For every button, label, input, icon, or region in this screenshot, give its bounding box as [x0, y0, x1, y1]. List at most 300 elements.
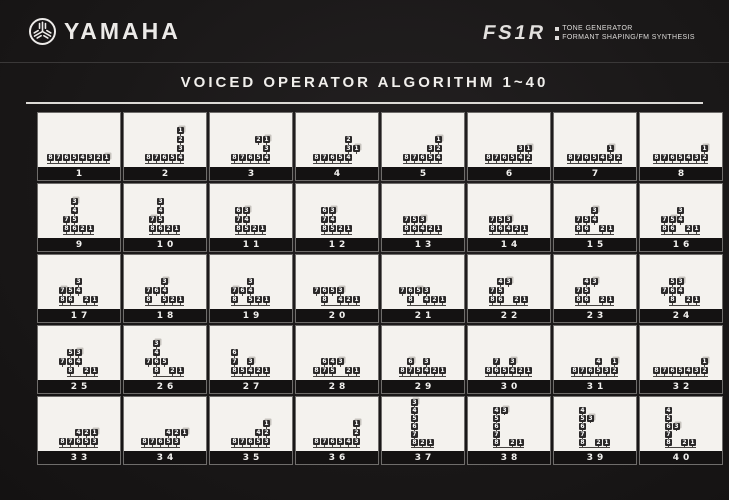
- operator-row: [141, 429, 189, 436]
- algorithm-diagram: [567, 145, 623, 164]
- carrier-bus-line: [571, 376, 618, 377]
- operator-box-5: 5: [502, 367, 507, 374]
- operator-box-4: 4: [666, 407, 671, 414]
- carrier-bus-line: [653, 376, 708, 377]
- algorithm-cell: [381, 396, 465, 465]
- spacer: [693, 358, 700, 365]
- spacer: [693, 145, 700, 152]
- operator-row: [231, 429, 271, 436]
- algorithm-diagram-area: [124, 397, 206, 451]
- spacer: [329, 429, 336, 436]
- operator-box-4: 4: [162, 287, 167, 294]
- algorithm-diagram-area: [382, 326, 464, 380]
- carrier-bus-line: [403, 234, 442, 235]
- model-tag-text: TONE GENERATOR: [562, 25, 633, 32]
- operator-box-1: 1: [702, 358, 707, 365]
- operator-row: [665, 423, 697, 430]
- operator-row: [399, 296, 447, 303]
- spacer: [83, 287, 90, 294]
- operator-box-8: 8: [572, 367, 577, 374]
- operator-box-8: 8: [232, 367, 237, 374]
- operator-row: [313, 358, 361, 365]
- operator-box-4: 4: [256, 429, 261, 436]
- spacer: [177, 287, 184, 294]
- spacer: [149, 207, 156, 214]
- operator-box-1: 1: [608, 225, 613, 232]
- operator-row: [567, 145, 623, 152]
- algorithm-diagram-area: [468, 255, 550, 309]
- spacer: [501, 431, 508, 438]
- operator-row: [489, 278, 529, 285]
- spacer: [411, 136, 418, 143]
- spacer: [669, 358, 676, 365]
- algorithm-grid: [37, 112, 723, 465]
- spacer: [525, 358, 532, 365]
- operator-box-2: 2: [338, 225, 343, 232]
- spacer: [607, 287, 614, 294]
- operator-box-3: 3: [424, 287, 429, 294]
- spacer: [419, 136, 426, 143]
- spacer: [255, 349, 262, 356]
- algorithm-diagram-area: [382, 184, 464, 238]
- operator-box-8: 8: [48, 154, 53, 161]
- operator-box-3: 3: [502, 407, 507, 414]
- operator-box-8: 8: [314, 367, 319, 374]
- operator-box-4: 4: [596, 358, 601, 365]
- spacer: [145, 145, 152, 152]
- operator-row: [313, 429, 361, 436]
- spacer: [169, 278, 176, 285]
- operator-box-1: 1: [436, 136, 441, 143]
- operator-box-6: 6: [580, 423, 585, 430]
- spacer: [149, 198, 156, 205]
- spacer: [587, 358, 594, 365]
- spacer: [591, 145, 598, 152]
- algorithm-diagram: [665, 407, 697, 448]
- operator-box-1: 1: [518, 439, 523, 446]
- operator-box-3: 3: [592, 278, 597, 285]
- spacer: [345, 287, 352, 294]
- operator-box-5: 5: [158, 216, 163, 223]
- spacer: [669, 145, 676, 152]
- operator-box-2: 2: [256, 296, 261, 303]
- carrier-bus-line: [489, 234, 528, 235]
- operator-box-7: 7: [154, 154, 159, 161]
- algorithm-diagram: [653, 358, 709, 377]
- operator-box-1: 1: [264, 296, 269, 303]
- spacer: [685, 287, 692, 294]
- spacer: [509, 145, 516, 152]
- operator-row: [653, 358, 709, 365]
- algorithm-diagram: [313, 358, 361, 377]
- operator-box-8: 8: [404, 225, 409, 232]
- spacer: [231, 136, 238, 143]
- operator-row: [145, 154, 185, 161]
- operator-box-8: 8: [408, 296, 413, 303]
- operator-box-1: 1: [178, 367, 183, 374]
- operator-box-6: 6: [68, 358, 73, 365]
- algorithm-number: 22: [468, 309, 550, 322]
- operator-box-1: 1: [428, 439, 433, 446]
- operator-box-4: 4: [678, 287, 683, 294]
- operator-box-7: 7: [666, 431, 671, 438]
- algorithm-cell: [553, 254, 637, 323]
- carrier-bus-line: [493, 447, 524, 448]
- spacer: [145, 349, 152, 356]
- spacer: [313, 420, 320, 427]
- algorithm-number: 36: [296, 451, 378, 464]
- spacer: [509, 415, 516, 422]
- operator-box-4: 4: [424, 296, 429, 303]
- spacer: [255, 420, 262, 427]
- algorithm-number: 20: [296, 309, 378, 322]
- spacer: [345, 420, 352, 427]
- algorithm-number: 4: [296, 167, 378, 180]
- algorithm-diagram-area: [468, 326, 550, 380]
- page-title: VOICED OPERATOR ALGORITHM 1~40: [180, 74, 549, 91]
- operator-box-7: 7: [490, 287, 495, 294]
- spacer: [231, 420, 238, 427]
- spacer: [493, 145, 500, 152]
- model-logo-block: [483, 22, 695, 45]
- spacer: [79, 207, 86, 214]
- operator-box-3: 3: [244, 207, 249, 214]
- operator-box-4: 4: [346, 154, 351, 161]
- operator-box-5: 5: [166, 438, 171, 445]
- operator-box-3: 3: [178, 145, 183, 152]
- operator-box-7: 7: [232, 358, 237, 365]
- spacer: [161, 349, 168, 356]
- spacer: [427, 136, 434, 143]
- operator-row: [149, 198, 181, 205]
- operator-box-4: 4: [244, 216, 249, 223]
- model-tags: [555, 25, 695, 41]
- operator-box-8: 8: [666, 439, 671, 446]
- operator-row: [313, 145, 361, 152]
- algorithm-cell: [295, 183, 379, 252]
- spacer: [177, 340, 184, 347]
- operator-box-1: 1: [182, 429, 187, 436]
- spacer: [91, 358, 98, 365]
- carrier-bus-line: [575, 305, 614, 306]
- operator-box-4: 4: [76, 358, 81, 365]
- spacer: [181, 438, 188, 445]
- spacer: [87, 216, 94, 223]
- spacer: [247, 420, 254, 427]
- operator-box-8: 8: [662, 225, 667, 232]
- operator-box-2: 2: [256, 367, 261, 374]
- operator-box-7: 7: [60, 287, 65, 294]
- spacer: [689, 423, 696, 430]
- spacer: [329, 296, 336, 303]
- spacer: [173, 198, 180, 205]
- spacer: [489, 278, 496, 285]
- spacer: [681, 407, 688, 414]
- carrier-bus-line: [567, 163, 622, 164]
- operator-row: [63, 225, 95, 232]
- operator-box-7: 7: [412, 431, 417, 438]
- spacer: [685, 207, 692, 214]
- algorithm-diagram-area: [468, 397, 550, 451]
- operator-box-5: 5: [592, 154, 597, 161]
- carrier-bus-line: [407, 305, 446, 306]
- spacer: [681, 423, 688, 430]
- operator-box-8: 8: [154, 367, 159, 374]
- operator-box-4: 4: [248, 367, 253, 374]
- spacer: [337, 207, 344, 214]
- operator-box-4: 4: [154, 349, 159, 356]
- spacer: [153, 136, 160, 143]
- operator-box-8: 8: [490, 296, 495, 303]
- spacer: [337, 420, 344, 427]
- operator-row: [411, 407, 435, 414]
- operator-box-8: 8: [412, 439, 417, 446]
- algorithm-diagram: [399, 287, 447, 306]
- operator-box-5: 5: [162, 296, 167, 303]
- spacer: [345, 429, 352, 436]
- spacer: [259, 207, 266, 214]
- spacer: [239, 145, 246, 152]
- spacer: [141, 429, 148, 436]
- operator-row: [665, 431, 697, 438]
- spacer: [239, 136, 246, 143]
- operator-box-8: 8: [568, 154, 573, 161]
- algorithm-number: 27: [210, 380, 292, 393]
- operator-box-5: 5: [68, 349, 73, 356]
- operator-box-4: 4: [498, 278, 503, 285]
- operator-row: [575, 207, 615, 214]
- algorithm-cell: [639, 112, 723, 181]
- operator-row: [579, 439, 611, 446]
- algorithm-diagram-area: [554, 326, 636, 380]
- operator-box-5: 5: [72, 216, 77, 223]
- carrier-bus-line: [231, 163, 270, 164]
- spacer: [337, 429, 344, 436]
- operator-box-3: 3: [76, 349, 81, 356]
- algorithm-diagram-area: [554, 184, 636, 238]
- algorithm-cell: [381, 325, 465, 394]
- operator-box-3: 3: [338, 358, 343, 365]
- operator-box-1: 1: [604, 439, 609, 446]
- operator-row: [231, 367, 271, 374]
- carrier-bus-line: [59, 447, 98, 448]
- operator-box-4: 4: [506, 225, 511, 232]
- carrier-bus-line: [59, 305, 98, 306]
- spacer: [329, 145, 336, 152]
- operator-box-7: 7: [662, 367, 667, 374]
- algorithm-cell: [381, 112, 465, 181]
- spacer: [427, 415, 434, 422]
- algorithm-diagram-area: [210, 113, 292, 167]
- carrier-bus-line: [231, 305, 270, 306]
- spacer: [603, 358, 610, 365]
- operator-row: [313, 420, 361, 427]
- operator-box-2: 2: [170, 367, 175, 374]
- spacer: [513, 216, 520, 223]
- operator-box-1: 1: [92, 429, 97, 436]
- algorithm-cell: [553, 325, 637, 394]
- algorithm-diagram: [411, 399, 435, 448]
- operator-row: [411, 399, 435, 406]
- carrier-bus-line: [669, 305, 700, 306]
- spacer: [521, 216, 528, 223]
- spacer: [345, 216, 352, 223]
- operator-box-5: 5: [494, 415, 499, 422]
- spacer: [145, 136, 152, 143]
- algorithm-diagram-area: [554, 255, 636, 309]
- spacer: [681, 415, 688, 422]
- algorithm-diagram: [47, 154, 111, 164]
- spacer: [419, 431, 426, 438]
- algorithm-number: 12: [296, 238, 378, 251]
- operator-box-6: 6: [322, 287, 327, 294]
- spacer: [403, 145, 410, 152]
- operator-box-5: 5: [584, 216, 589, 223]
- spacer: [517, 358, 524, 365]
- operator-box-1: 1: [264, 420, 269, 427]
- algorithm-number: 2: [124, 167, 206, 180]
- carrier-bus-line: [141, 447, 180, 448]
- algorithm-cell: [209, 396, 293, 465]
- spacer: [685, 278, 692, 285]
- algorithm-number: 8: [640, 167, 722, 180]
- spacer: [595, 415, 602, 422]
- spacer: [345, 207, 352, 214]
- algorithm-diagram: [579, 407, 611, 448]
- algorithm-number: 37: [382, 451, 464, 464]
- algorithm-cell: [467, 396, 551, 465]
- spacer: [599, 216, 606, 223]
- spacer: [583, 145, 590, 152]
- operator-box-2: 2: [518, 367, 523, 374]
- operator-box-8: 8: [314, 154, 319, 161]
- operator-row: [411, 431, 435, 438]
- algorithm-diagram: [489, 216, 529, 235]
- spacer: [513, 278, 520, 285]
- spacer: [677, 145, 684, 152]
- algorithm-cell: [467, 112, 551, 181]
- spacer: [501, 145, 508, 152]
- algorithm-number: 32: [640, 380, 722, 393]
- algorithm-number: 5: [382, 167, 464, 180]
- spacer: [353, 154, 360, 161]
- spacer: [161, 145, 168, 152]
- operator-box-2: 2: [84, 296, 89, 303]
- operator-box-2: 2: [612, 367, 617, 374]
- spacer: [427, 431, 434, 438]
- operator-row: [231, 136, 271, 143]
- operator-row: [579, 423, 611, 430]
- algorithm-number: 31: [554, 380, 636, 393]
- operator-box-1: 1: [104, 154, 109, 161]
- operator-box-6: 6: [588, 367, 593, 374]
- operator-box-3: 3: [264, 438, 269, 445]
- algorithm-number: 13: [382, 238, 464, 251]
- operator-box-7: 7: [576, 216, 581, 223]
- spacer: [91, 349, 98, 356]
- spacer: [231, 429, 238, 436]
- operator-box-6: 6: [494, 423, 499, 430]
- operator-box-6: 6: [666, 423, 671, 430]
- operator-row: [313, 296, 361, 303]
- operator-box-2: 2: [702, 154, 707, 161]
- spacer: [587, 439, 594, 446]
- spacer: [439, 287, 446, 294]
- carrier-bus-line: [67, 376, 98, 377]
- algorithm-number: 40: [640, 451, 722, 464]
- operator-box-5: 5: [68, 287, 73, 294]
- operator-box-8: 8: [654, 154, 659, 161]
- spacer: [177, 349, 184, 356]
- algorithm-diagram: [59, 349, 99, 377]
- algorithm-number: 33: [38, 451, 120, 464]
- operator-box-6: 6: [330, 438, 335, 445]
- operator-box-5: 5: [162, 358, 167, 365]
- spacer: [239, 358, 246, 365]
- spacer: [255, 278, 262, 285]
- operator-box-7: 7: [576, 287, 581, 294]
- spacer: [439, 358, 446, 365]
- spacer: [259, 216, 266, 223]
- operator-row: [59, 358, 99, 365]
- spacer: [685, 216, 692, 223]
- operator-box-8: 8: [486, 154, 491, 161]
- operator-box-2: 2: [686, 296, 691, 303]
- spacer: [399, 296, 406, 303]
- carrier-bus-line: [153, 376, 184, 377]
- operator-box-8: 8: [404, 154, 409, 161]
- operator-box-7: 7: [240, 438, 245, 445]
- spacer: [263, 287, 270, 294]
- spacer: [587, 431, 594, 438]
- operator-box-7: 7: [322, 216, 327, 223]
- spacer: [567, 145, 574, 152]
- operator-row: [313, 438, 361, 445]
- operator-row: [403, 145, 443, 152]
- spacer: [153, 145, 160, 152]
- operator-box-1: 1: [522, 296, 527, 303]
- operator-box-6: 6: [68, 296, 73, 303]
- spacer: [603, 415, 610, 422]
- operator-box-5: 5: [330, 367, 335, 374]
- operator-box-3: 3: [76, 278, 81, 285]
- operator-box-6: 6: [584, 154, 589, 161]
- spacer: [505, 296, 512, 303]
- spacer: [329, 136, 336, 143]
- spacer: [669, 207, 676, 214]
- spacer: [661, 278, 668, 285]
- spacer: [149, 429, 156, 436]
- operator-box-8: 8: [494, 439, 499, 446]
- operator-box-8: 8: [142, 438, 147, 445]
- spacer: [157, 429, 164, 436]
- operator-row: [399, 358, 447, 365]
- carrier-bus-line: [411, 447, 434, 448]
- operator-box-8: 8: [486, 367, 491, 374]
- operator-box-6: 6: [498, 296, 503, 303]
- operator-box-7: 7: [322, 438, 327, 445]
- operator-box-6: 6: [236, 207, 241, 214]
- spacer: [313, 136, 320, 143]
- algorithm-diagram-area: [38, 184, 120, 238]
- operator-row: [59, 438, 99, 445]
- spacer: [177, 358, 184, 365]
- spacer: [255, 145, 262, 152]
- operator-box-3: 3: [354, 438, 359, 445]
- algorithm-diagram-area: [296, 255, 378, 309]
- operator-box-5: 5: [428, 154, 433, 161]
- operator-box-2: 2: [346, 367, 351, 374]
